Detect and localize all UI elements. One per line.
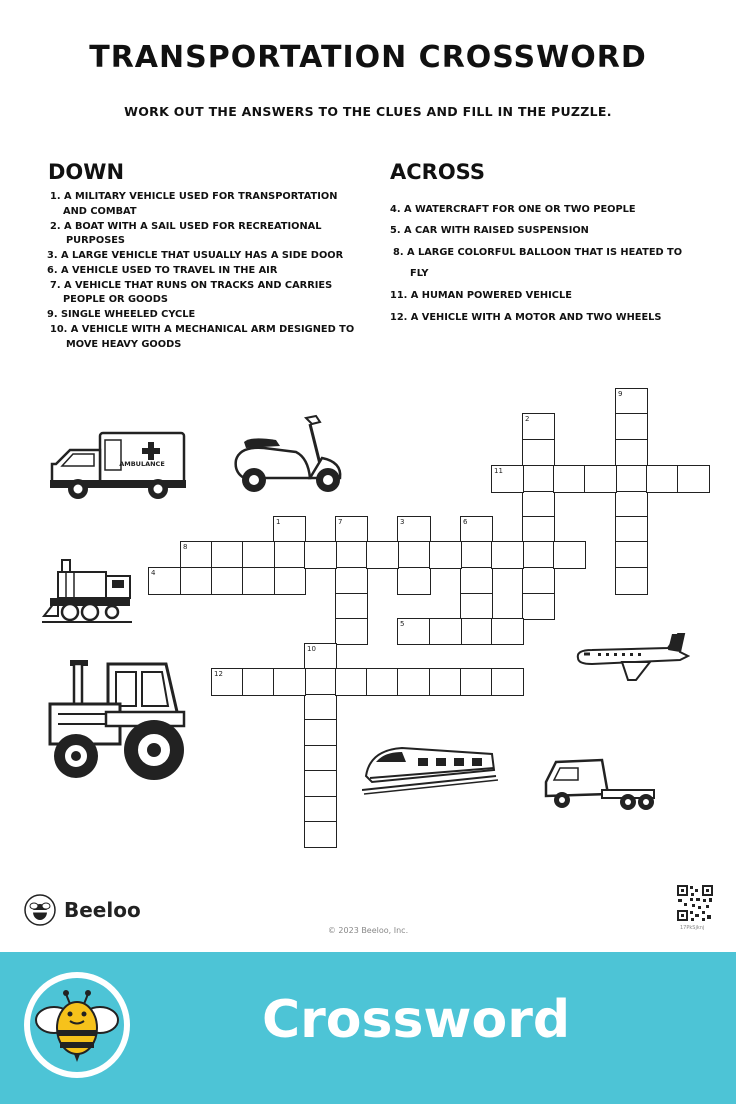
crossword-cell[interactable] [273, 567, 306, 595]
svg-text:AMBULANCE: AMBULANCE [119, 460, 165, 468]
crossword-cell[interactable] [615, 439, 648, 467]
crossword-cell[interactable] [366, 668, 399, 696]
cell-number: 1 [276, 518, 281, 526]
banner-title: Crossword [262, 990, 571, 1050]
copyright: © 2023 Beeloo, Inc. [327, 926, 409, 935]
crossword-cell[interactable] [366, 541, 399, 569]
cell-number: 7 [338, 518, 343, 526]
crossword-cell[interactable] [460, 618, 493, 645]
crossword-cell[interactable] [429, 668, 462, 696]
crossword-cell[interactable] [615, 413, 648, 441]
crossword-cell[interactable] [522, 465, 555, 493]
down-clue-7: 7. A VEHICLE THAT RUNS ON TRACKS AND CARRIES [50, 280, 333, 291]
crossword-cell[interactable] [522, 491, 555, 518]
crossword-cell[interactable] [180, 567, 213, 595]
crossword-cell[interactable] [584, 465, 617, 493]
crossword-cell[interactable] [397, 668, 431, 696]
across-clue-8-cont: FLY [410, 268, 429, 279]
down-clue-2: 2. A BOAT WITH A SAIL USED FOR RECREATIONAL [50, 221, 322, 232]
crossword-cell[interactable] [553, 465, 586, 493]
crossword-cell[interactable] [242, 541, 275, 569]
crossword-cell[interactable] [335, 668, 368, 696]
crossword-cell[interactable] [615, 465, 648, 493]
crossword-cell[interactable] [615, 567, 648, 595]
steam-train-icon [40, 558, 134, 626]
across-clue-5: 5. A CAR WITH RAISED SUSPENSION [390, 225, 589, 236]
down-clue-10-cont: MOVE HEAVY GOODS [66, 339, 182, 350]
cell-number: 9 [618, 390, 623, 398]
crossword-cell[interactable] [242, 668, 275, 696]
brand-name: Beeloo [64, 898, 141, 922]
bullet-train-icon [362, 740, 498, 796]
truck-icon [542, 754, 658, 814]
crossword-cell[interactable] [491, 668, 524, 696]
bee-mascot-icon [22, 970, 132, 1080]
crossword-cell[interactable] [211, 567, 244, 595]
crossword-cell[interactable] [304, 745, 337, 772]
crossword-cell[interactable] [460, 593, 493, 620]
crossword-cell[interactable] [429, 618, 462, 645]
cell-number: 2 [525, 415, 530, 423]
down-clue-9: 9. SINGLE WHEELED CYCLE [47, 309, 196, 320]
crossword-cell[interactable] [335, 593, 368, 620]
down-clue-2-cont: PURPOSES [66, 235, 125, 246]
ambulance-icon [48, 430, 188, 502]
crossword-cell[interactable] [304, 796, 337, 823]
across-heading: ACROSS [390, 160, 485, 184]
crossword-cell[interactable] [460, 567, 493, 595]
crossword-cell[interactable] [304, 719, 337, 747]
crossword-cell[interactable] [615, 541, 648, 569]
scooter-icon [230, 412, 346, 494]
cell-number: 11 [494, 467, 503, 475]
beeloo-logo[interactable] [24, 894, 141, 926]
qr-code-icon[interactable] [676, 884, 714, 922]
qr-code-id: 17PkSjknj [680, 925, 705, 931]
crossword-cell[interactable] [615, 516, 648, 543]
crossword-cell[interactable] [397, 541, 431, 569]
down-clue-1-cont: AND COMBAT [63, 206, 137, 217]
crossword-cell[interactable] [460, 668, 493, 696]
crossword-cell[interactable] [522, 567, 555, 595]
down-clue-7-cont: PEOPLE OR GOODS [63, 294, 168, 305]
crossword-cell[interactable] [522, 516, 555, 543]
crossword-cell[interactable] [553, 541, 586, 569]
crossword-cell[interactable] [429, 541, 462, 569]
crossword-cell[interactable] [677, 465, 710, 493]
across-clue-11: 11. A HUMAN POWERED VEHICLE [390, 290, 572, 301]
crossword-cell[interactable] [335, 541, 368, 569]
page-subtitle: WORK OUT THE ANSWERS TO THE CLUES AND FILL IN THE PUZZLE. [124, 104, 612, 119]
down-heading: DOWN [48, 160, 125, 184]
crossword-cell[interactable] [273, 541, 306, 569]
cell-number: 3 [400, 518, 405, 526]
cell-number: 12 [214, 670, 223, 678]
cell-number: 8 [183, 543, 188, 551]
crossword-cell[interactable] [304, 694, 337, 721]
down-clue-6: 6. A VEHICLE USED TO TRAVEL IN THE AIR [47, 265, 278, 276]
bee-logo-icon [24, 894, 56, 926]
cell-number: 4 [151, 569, 156, 577]
down-clue-10: 10. A VEHICLE WITH A MECHANICAL ARM DESIGNED TO [50, 324, 355, 335]
across-clue-4: 4. A WATERCRAFT FOR ONE OR TWO PEOPLE [390, 204, 636, 215]
crossword-cell[interactable] [242, 567, 275, 595]
crossword-cell[interactable] [491, 541, 524, 569]
page-title: TRANSPORTATION CROSSWORD [89, 40, 647, 75]
tractor-icon [46, 656, 188, 782]
cell-number: 10 [307, 645, 316, 653]
crossword-cell[interactable] [335, 618, 368, 645]
crossword-cell[interactable] [335, 567, 368, 595]
crossword-cell[interactable] [615, 491, 648, 518]
crossword-cell[interactable] [304, 668, 337, 696]
cell-number: 5 [400, 620, 405, 628]
crossword-cell[interactable] [273, 668, 306, 696]
crossword-cell[interactable] [522, 439, 555, 467]
crossword-cell[interactable] [211, 541, 244, 569]
down-clue-1: 1. A MILITARY VEHICLE USED FOR TRANSPORTATION [50, 191, 338, 202]
crossword-cell[interactable] [522, 541, 555, 569]
crossword-cell[interactable] [304, 541, 337, 569]
down-clue-3: 3. A LARGE VEHICLE THAT USUALLY HAS A SIDE DOOR [47, 250, 344, 261]
across-clue-12: 12. A VEHICLE WITH A MOTOR AND TWO WHEELS [390, 312, 662, 323]
across-clue-8: 8. A LARGE COLORFUL BALLOON THAT IS HEATED TO [393, 247, 683, 258]
airplane-icon [572, 632, 690, 684]
crossword-cell[interactable] [304, 821, 337, 848]
crossword-cell[interactable] [397, 567, 431, 595]
crossword-cell[interactable] [646, 465, 679, 493]
cell-number: 6 [463, 518, 468, 526]
crossword-cell[interactable] [491, 618, 524, 645]
crossword-cell[interactable] [522, 593, 555, 620]
crossword-cell[interactable] [304, 770, 337, 798]
crossword-cell[interactable] [460, 541, 493, 569]
